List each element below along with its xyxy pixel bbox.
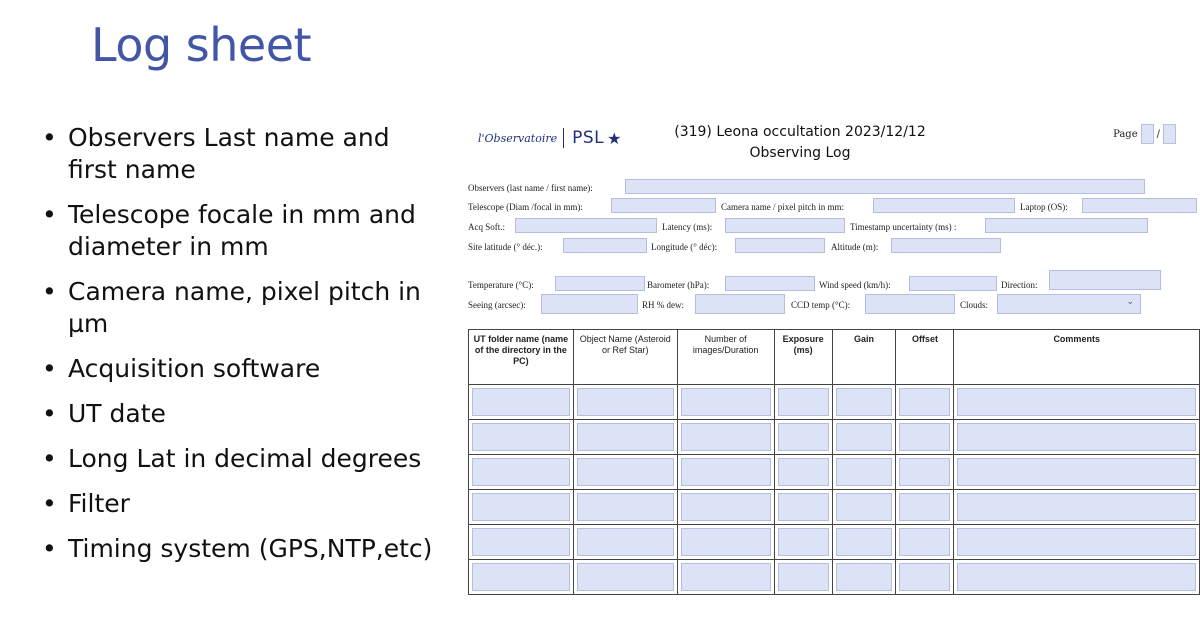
object-name-input[interactable] — [577, 528, 674, 556]
bullet-item: • Camera name, pixel pitch in µm — [42, 276, 442, 340]
exposure-input[interactable] — [778, 458, 829, 486]
gain-input[interactable] — [836, 563, 893, 591]
table-cell — [832, 420, 896, 455]
table-row — [469, 385, 1200, 420]
table-cell — [469, 455, 574, 490]
logo-observatoire-text: l'Observatoire — [478, 131, 558, 145]
table-cell — [677, 525, 774, 560]
offset-input[interactable] — [899, 563, 950, 591]
table-cell — [573, 455, 677, 490]
latency-label: Latency (ms): — [662, 222, 713, 232]
table-cell — [677, 455, 774, 490]
table-cell — [774, 525, 832, 560]
exposure-input[interactable] — [778, 528, 829, 556]
table-cell — [896, 455, 954, 490]
number-images-input[interactable] — [681, 388, 771, 416]
ccd-temp-field[interactable] — [865, 294, 955, 314]
table-cell — [677, 385, 774, 420]
direction-label: Direction: — [1001, 280, 1038, 290]
page-label: Page — [1113, 128, 1138, 140]
clouds-select[interactable] — [997, 294, 1141, 314]
ut-folder-input[interactable] — [472, 388, 570, 416]
bullet-item: • Filter — [42, 488, 442, 520]
logo-divider — [563, 128, 564, 148]
table-cell — [573, 420, 677, 455]
table-cell — [954, 490, 1200, 525]
table-cell — [896, 420, 954, 455]
wind-speed-label: Wind speed (km/h): — [819, 280, 891, 290]
number-images-input[interactable] — [681, 528, 771, 556]
object-name-input[interactable] — [577, 388, 674, 416]
table-cell — [469, 490, 574, 525]
col-number-images: Number of images/Duration — [677, 330, 774, 385]
ccd-temp-label: CCD temp (°C): — [791, 300, 851, 310]
barometer-field[interactable] — [725, 276, 815, 291]
table-cell — [677, 490, 774, 525]
barometer-label: Barometer (hPa): — [647, 280, 710, 290]
table-cell — [573, 560, 677, 595]
bullet-item: • UT date — [42, 398, 442, 430]
col-object-name: Object Name (Asteroid or Ref Star) — [573, 330, 677, 385]
rh-dew-field[interactable] — [695, 294, 785, 314]
log-sheet-image — [455, 112, 1200, 624]
comments-input[interactable] — [957, 388, 1196, 416]
camera-field[interactable] — [873, 198, 1015, 213]
chevron-down-icon: ⌄ — [1126, 297, 1134, 307]
table-cell — [954, 525, 1200, 560]
gain-input[interactable] — [836, 458, 893, 486]
ut-folder-input[interactable] — [472, 563, 570, 591]
page-current-field[interactable] — [1141, 124, 1154, 144]
col-ut-folder: UT folder name (name of the directory in the PC) — [469, 330, 574, 385]
table-cell — [677, 420, 774, 455]
table-cell — [469, 385, 574, 420]
table-cell — [573, 525, 677, 560]
ut-folder-input[interactable] — [472, 528, 570, 556]
star-icon: ★ — [607, 128, 622, 148]
site-latitude-field[interactable] — [563, 238, 647, 253]
observers-field[interactable] — [625, 179, 1145, 194]
offset-input[interactable] — [899, 528, 950, 556]
bullet-item: • Observers Last name and first name — [42, 122, 442, 186]
table-row — [469, 490, 1200, 525]
table-row — [469, 455, 1200, 490]
observatoire-psl-logo — [478, 125, 621, 151]
number-images-input[interactable] — [681, 458, 771, 486]
table-cell — [832, 525, 896, 560]
laptop-field[interactable] — [1082, 198, 1197, 213]
seeing-label: Seeing (arcsec): — [468, 300, 526, 310]
longitude-label: Longitude (° déc): — [651, 242, 718, 252]
object-name-input[interactable] — [577, 458, 674, 486]
table-cell — [774, 490, 832, 525]
sheet-title-line2: Observing Log — [749, 145, 851, 161]
offset-input[interactable] — [899, 458, 950, 486]
seeing-field[interactable] — [541, 294, 638, 314]
ut-folder-input[interactable] — [472, 458, 570, 486]
laptop-label: Laptop (OS): — [1020, 202, 1068, 212]
table-cell — [896, 525, 954, 560]
table-cell — [469, 420, 574, 455]
bullet-list — [42, 122, 442, 578]
comments-input[interactable] — [957, 458, 1196, 486]
sheet-title — [670, 122, 930, 164]
timestamp-field[interactable] — [985, 218, 1148, 233]
table-row — [469, 525, 1200, 560]
table-cell — [896, 490, 954, 525]
table-cell — [774, 560, 832, 595]
telescope-label: Telescope (Diam /focal in mm): — [468, 202, 583, 212]
number-images-input[interactable] — [681, 493, 771, 521]
col-gain: Gain — [832, 330, 896, 385]
table-header-row — [469, 330, 1200, 385]
offset-input[interactable] — [899, 423, 950, 451]
table-cell — [896, 560, 954, 595]
page-number — [1113, 124, 1176, 144]
number-images-input[interactable] — [681, 563, 771, 591]
longitude-field[interactable] — [735, 238, 825, 253]
page-sep: / — [1156, 128, 1160, 140]
object-name-input[interactable] — [577, 563, 674, 591]
exposure-input[interactable] — [778, 563, 829, 591]
acq-soft-label: Acq Soft.: — [468, 222, 505, 232]
bullet-item: • Long Lat in decimal degrees — [42, 443, 442, 475]
object-name-input[interactable] — [577, 423, 674, 451]
ut-folder-input[interactable] — [472, 493, 570, 521]
bullet-item: • Timing system (GPS,NTP,etc) — [42, 533, 442, 565]
clouds-label: Clouds: — [960, 300, 989, 310]
table-cell — [469, 560, 574, 595]
altitude-field[interactable] — [891, 238, 1001, 253]
logo-psl-text: PSL — [572, 128, 605, 148]
col-offset: Offset — [896, 330, 954, 385]
table-cell — [774, 385, 832, 420]
observers-label: Observers (last name / first name): — [468, 183, 593, 193]
table-cell — [832, 385, 896, 420]
col-comments: Comments — [954, 330, 1200, 385]
table-cell — [954, 560, 1200, 595]
rh-dew-label: RH % dew: — [642, 300, 684, 310]
table-cell — [832, 490, 896, 525]
object-name-input[interactable] — [577, 493, 674, 521]
comments-input[interactable] — [957, 493, 1196, 521]
gain-input[interactable] — [836, 528, 893, 556]
exposure-input[interactable] — [778, 493, 829, 521]
table-cell — [832, 455, 896, 490]
table-row — [469, 420, 1200, 455]
table-row — [469, 560, 1200, 595]
slide-title: Log sheet — [91, 18, 312, 72]
table-cell — [954, 385, 1200, 420]
timestamp-label: Timestamp uncertainty (ms) : — [850, 222, 957, 232]
comments-input[interactable] — [957, 423, 1196, 451]
table-cell — [573, 490, 677, 525]
table-cell — [954, 455, 1200, 490]
bullet-item: • Acquisition software — [42, 353, 442, 385]
temperature-label: Temperature (°C): — [468, 280, 534, 290]
observation-table — [468, 329, 1200, 595]
offset-input[interactable] — [899, 493, 950, 521]
table-cell — [774, 455, 832, 490]
table-cell — [832, 560, 896, 595]
ut-folder-input[interactable] — [472, 423, 570, 451]
col-exposure: Exposure (ms) — [774, 330, 832, 385]
direction-field[interactable] — [1049, 270, 1161, 290]
gain-input[interactable] — [836, 493, 893, 521]
gain-input[interactable] — [836, 388, 893, 416]
gain-input[interactable] — [836, 423, 893, 451]
comments-input[interactable] — [957, 563, 1196, 591]
latency-field[interactable] — [725, 218, 845, 233]
offset-input[interactable] — [899, 388, 950, 416]
altitude-label: Altitude (m): — [831, 242, 879, 252]
table-cell — [954, 420, 1200, 455]
camera-label: Camera name / pixel pitch in mm: — [721, 202, 844, 212]
site-latitude-label: Site latitude (° déc.): — [468, 242, 543, 252]
page-total-field[interactable] — [1163, 124, 1176, 144]
bullet-item: • Telescope focale in mm and diameter in mm — [42, 199, 442, 263]
table-cell — [573, 385, 677, 420]
exposure-input[interactable] — [778, 423, 829, 451]
acq-soft-field[interactable] — [515, 218, 657, 233]
table-cell — [677, 560, 774, 595]
wind-speed-field[interactable] — [909, 276, 997, 291]
comments-input[interactable] — [957, 528, 1196, 556]
table-cell — [774, 420, 832, 455]
table-cell — [469, 525, 574, 560]
number-images-input[interactable] — [681, 423, 771, 451]
table-cell — [896, 385, 954, 420]
temperature-field[interactable] — [555, 276, 645, 291]
sheet-title-line1: (319) Leona occultation 2023/12/12 — [674, 124, 926, 140]
telescope-field[interactable] — [611, 198, 716, 213]
exposure-input[interactable] — [778, 388, 829, 416]
